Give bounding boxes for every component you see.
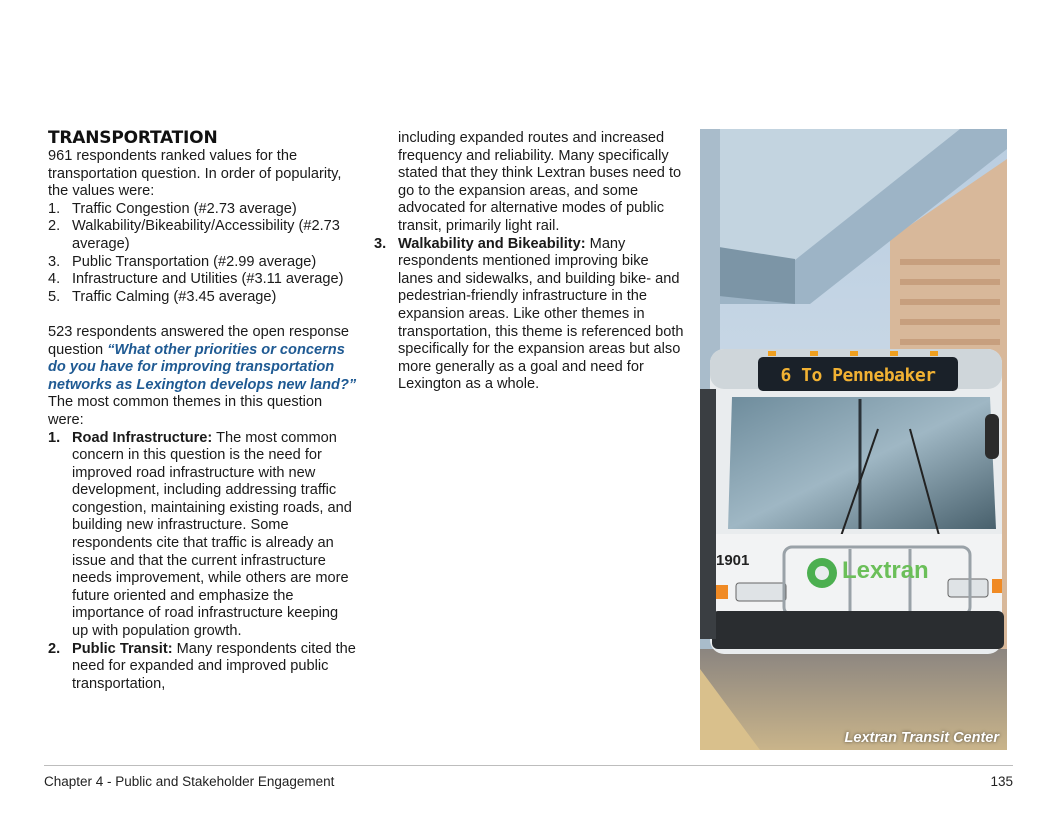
- theme-item: 3. Walkability and Bikeability: Many respondents mentioned improving bike lanes and sidewalks, and building bike- and pedestrian-friendly infrastructure in the expansion areas. Like other themes in transportation, this theme is referenced both specifically for the expansion areas but also more generally as a goal and need for Lexington as a whole.: [374, 235, 684, 393]
- left-column: [48, 129, 358, 693]
- ranked-values-list: [48, 201, 358, 307]
- bus-brand-logo: Lextran: [842, 557, 929, 584]
- list-item: 4. Infrastructure and Utilities (#3.11 average): [48, 271, 344, 288]
- theme-item: 2. Public Transit: Many respondents cited the need for expanded and improved public transportation,: [48, 640, 356, 692]
- continuation-paragraph: including expanded routes and increased frequency and reliability. Many specifically stated that they think Lextran buses need to go to the expansion areas, and some advocated for alternative modes of public transit, primarily light rail.: [398, 130, 682, 234]
- bus-number: 1901: [716, 552, 750, 569]
- themes-list: [48, 430, 358, 694]
- page-number: 135: [990, 774, 1013, 789]
- theme-item: 1. Road Infrastructure: The most common concern in this question is the need for improved road infrastructure with new development, including addressing traffic congestion, maintaining existing roads, and building new infrastructure. Some respondents cite that traffic is already an issue and that the current infrastructure needs improvement, while others are more future oriented and emphasize the importance of road infrastructure keeping up with population growth.: [48, 429, 352, 640]
- intro-paragraph: 961 respondents ranked values for the transportation question. In order of popularity, the values were:: [48, 148, 342, 200]
- section-title: TRANSPORTATION: [48, 128, 218, 148]
- list-item: 2. Walkability/Bikeability/Accessibility (#2.73 average): [48, 218, 340, 252]
- footer-chapter: Chapter 4 - Public and Stakeholder Engagement: [44, 774, 335, 789]
- list-item: 5. Traffic Calming (#3.45 average): [48, 288, 277, 305]
- bus-sign-text: 6 To Pennebaker: [780, 365, 936, 386]
- themes-list-continued: [374, 235, 684, 394]
- photo-caption: Lextran Transit Center: [844, 730, 999, 746]
- list-item: 3. Public Transportation (#2.99 average): [48, 253, 317, 270]
- footer-divider: [44, 765, 1013, 766]
- list-item: 1. Traffic Congestion (#2.73 average): [48, 200, 297, 217]
- survey-question: “What other priorities or concerns do you have for improving transportation networks as Lexington develops new land?”: [48, 341, 357, 393]
- bus-illustration: [700, 129, 1007, 750]
- middle-column: [374, 130, 684, 394]
- bus-photo: [700, 129, 1007, 750]
- open-response-paragraph: 523 respondents answered the open response question “What other priorities or concerns do you have for improving transportation networks as Lexington develops new land?” The most common themes in this question were:: [48, 323, 357, 428]
